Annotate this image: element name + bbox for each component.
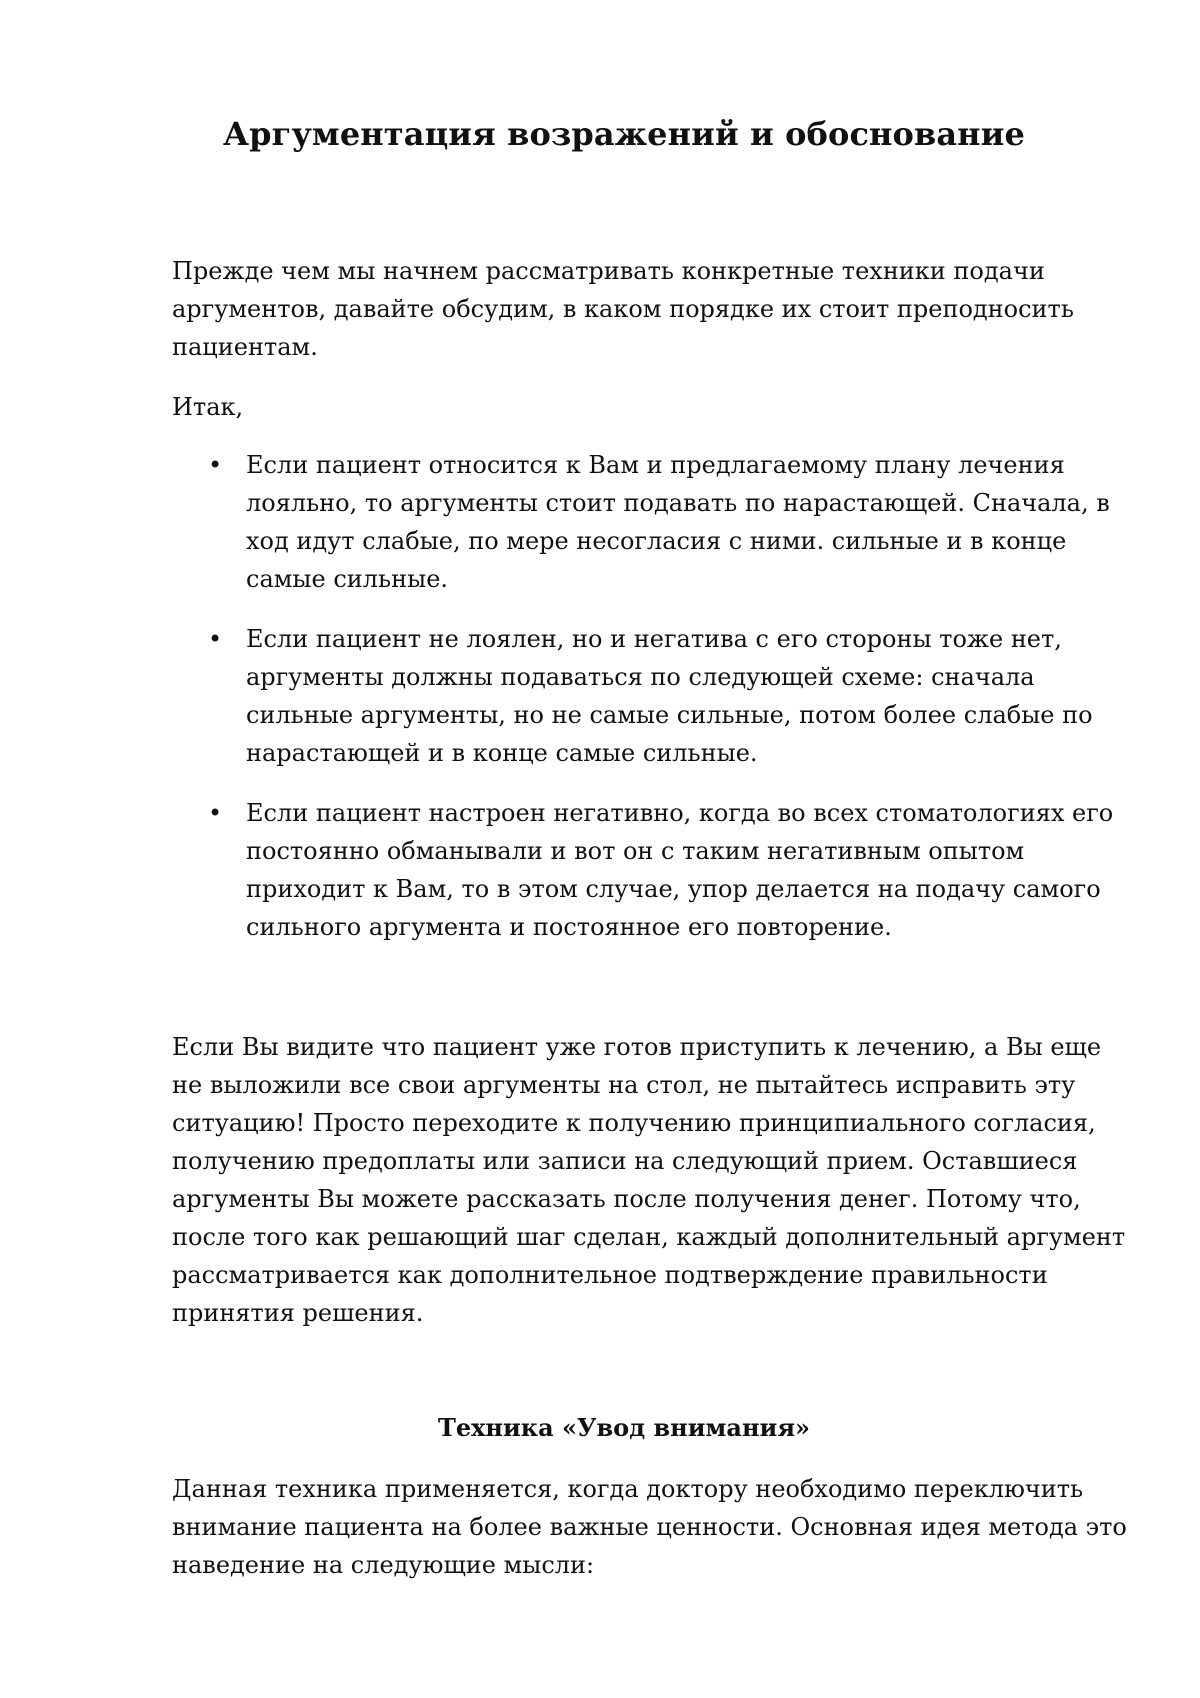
page-title: Аргументация возражений и обоснование	[223, 115, 1025, 153]
list-item-text: Если пациент относится к Вам и предлагаемому плану лечения лояльно, то аргументы стоит подавать по нарастающей. Сначала, в ход идут слабые, по мере несогласия с ними. сильные и в конце самые сильные.	[246, 451, 1110, 593]
section-paragraph: Данная техника применяется, когда доктору необходимо переключить внимание пациента на более важные ценности. Основная идея метода это наведение на следующие мысли:	[172, 1475, 1127, 1579]
bullet-icon: •	[208, 799, 223, 827]
list-item	[208, 620, 1132, 772]
argument-order-list	[208, 446, 1132, 968]
lead-in-text: Итак,	[172, 393, 244, 421]
intro-paragraph: Прежде чем мы начнем рассматривать конкретные техники подачи аргументов, давайте обсудим, в каком порядке их стоит преподносить пациентам.	[172, 257, 1074, 361]
list-item	[208, 794, 1132, 946]
closing-paragraph: Если Вы видите что пациент уже готов приступить к лечению, а Вы еще не выложили все свои аргументы на стол, не пытайтесь исправить эту ситуацию! Просто переходите к получению принципиального согласия, получению предоплаты или записи на следующий прием. Оставшиеся аргументы Вы можете рассказать после получения денег. Потому что, после того как решающий шаг сделан, каждый дополнительный аргумент рассматривается как дополнительное подтверждение правильности принятия решения.	[172, 1033, 1126, 1327]
section-heading: Техника «Увод внимания»	[437, 1413, 811, 1442]
list-item-text: Если пациент не лоялен, но и негатива с его стороны тоже нет, аргументы должны подаваться по следующей схеме: сначала сильные аргументы, но не самые сильные, потом более слабые по нарастающей и в конце самые сильные.	[246, 625, 1093, 767]
bullet-icon: •	[208, 625, 223, 653]
list-item	[208, 446, 1132, 598]
list-item-text: Если пациент настроен негативно, когда во всех стоматологиях его постоянно обманывали и вот он с таким негативным опытом приходит к Вам, то в этом случае, упор делается на подачу самого сильного аргумента и постоянное его повторение.	[246, 799, 1114, 941]
bullet-icon: •	[208, 451, 223, 479]
